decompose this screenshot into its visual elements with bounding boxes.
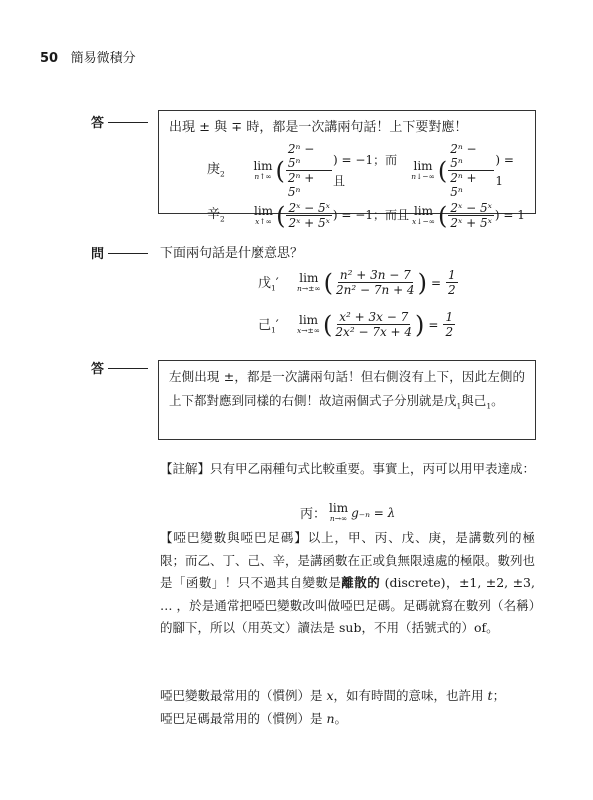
label-wu: 戊 — [258, 276, 272, 292]
answer-box-2: 左側出現 ±，都是一次講兩句話！但右側沒有上下，因此左側的上下都對應到同樣的右側！故這兩個式子分別就是戊$_1$與己$_1$。 — [158, 360, 536, 440]
label-geng: 庚 — [207, 162, 221, 178]
question-row2: 己$_1$′ lim x→±∞ ( $\frac{\text{x² + 3x − 7}}{\text{2x² − 7x + 4}}$ ) = $\frac{1}{2}$ — [258, 310, 454, 339]
answer-rule-2 — [108, 368, 148, 369]
answer1-intro: 出現 ± 與 ∓ 時，都是一次講兩句話！上下要對應！ — [169, 120, 468, 135]
question-rule — [108, 253, 148, 254]
note-paragraph-2: 【啞巴變數與啞巴足碼】以上，甲、丙、戊、庚，是講數列的極限；而乙、丁、己、辛，是講函數在正或負無限遠處的極限。數列也是「函數」！只不過其自變數是離散的 (discrete)，±1, ±2, ±3, … ，於是通常把啞巴變數改叫做啞巴足碼。足碼就寫在數列（名稱）的腳下，所以（用英文）讀法是 sub，不用（括號式的）of。 — [160, 530, 536, 635]
answer-marker-1: 答 — [91, 116, 105, 131]
note-paragraph-1: 【註解】只有甲乙兩種句式比較重要。事實上，丙可以用甲表達成： — [160, 461, 536, 476]
dummy-variable-heading: 【啞巴變數與啞巴足碼】 — [160, 530, 308, 545]
question-text: 下面兩句話是什麼意思？ — [160, 246, 304, 261]
label-ji: 己 — [258, 318, 272, 334]
formula-bing: 丙： lim n→∞ g₋ₙ = λ — [300, 501, 396, 523]
answer1-row1: 庚$_2$ lim n↑∞ ( $\frac{\text{2ⁿ − 5ⁿ}}{\text{2ⁿ + 5ⁿ}}$ ) = −1；而且 lim n↓−∞ ( $\frac{\text{2ⁿ − 5ⁿ}}{\text{2ⁿ + 5ⁿ}}$ ) = 1 — [207, 142, 514, 199]
page-header — [40, 47, 136, 66]
answer-marker-2: 答 — [91, 362, 105, 377]
answer1-row2: 辛$_2$ lim x↑∞ ( $\frac{\text{2ˣ − 5ˣ}}{\text{2ˣ + 5ˣ}}$ ) = −1；而且 lim x↓−∞ ( $\frac{\text{2ˣ − 5ˣ}}{\text{2ˣ + 5ˣ}}$ ) = 1 — [207, 201, 525, 230]
note-paragraph-3: 啞巴變數最常用的（慣例）是 x，如有時間的意味，也許用 t； 啞巴足碼最常用的（慣例）是 n。 — [160, 688, 506, 726]
book-title: 簡易微積分 — [70, 51, 136, 66]
label-xin: 辛 — [207, 207, 221, 223]
answer-box-1 — [158, 110, 536, 230]
page-number: 50 — [40, 51, 59, 66]
question-row1: 戊$_1$′ lim n→±∞ ( $\frac{\text{n² + 3n − 7}}{\text{2n² − 7n + 4}}$ ) = $\frac{1}{2}$ — [258, 268, 456, 297]
answer-rule-1 — [108, 122, 148, 123]
question-marker: 問 — [91, 247, 105, 262]
